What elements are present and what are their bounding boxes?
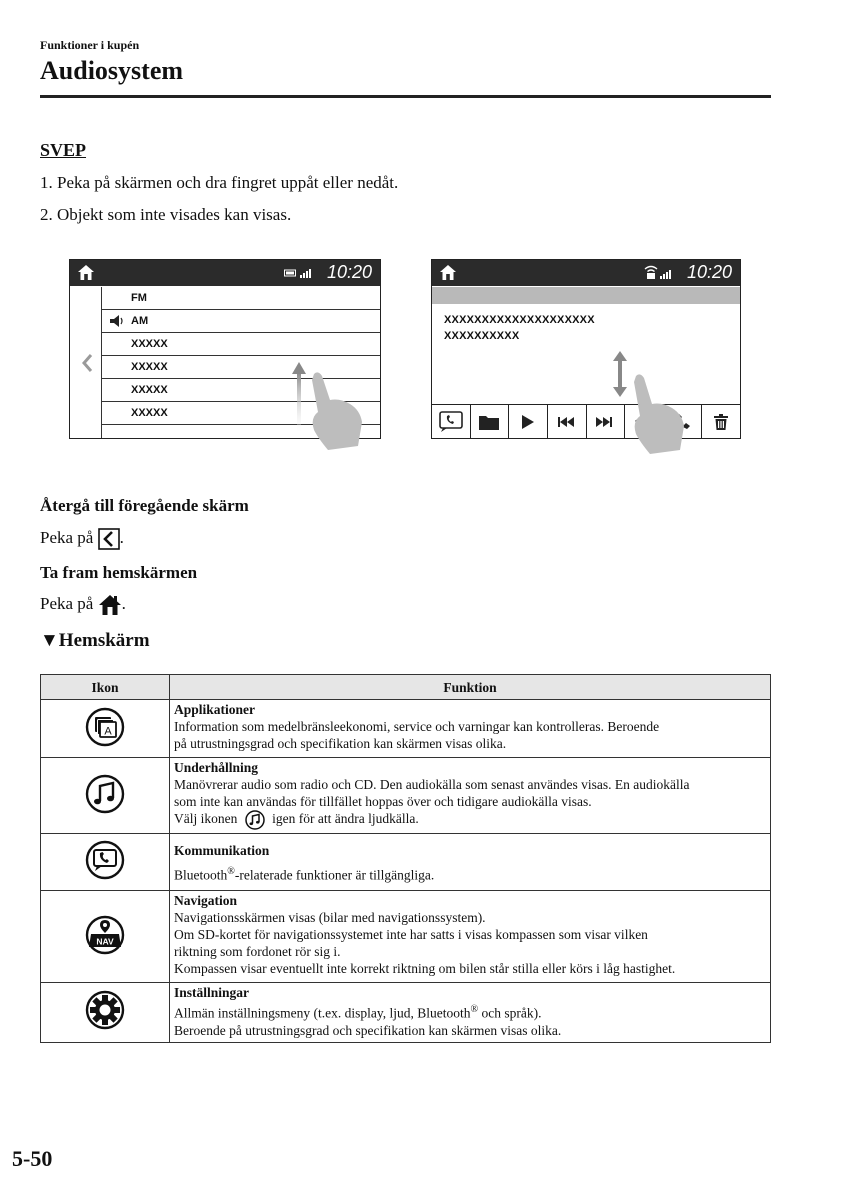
toolbar: [432, 404, 740, 438]
column-header-icon: Ikon: [41, 675, 170, 700]
back-instruction-text: Peka på: [40, 528, 94, 547]
music-note-icon: [245, 810, 265, 830]
back-instruction-suffix: .: [119, 528, 124, 547]
home-icon: [78, 265, 94, 280]
list-item[interactable]: XXXXX: [102, 379, 380, 402]
icon-cell: [41, 891, 170, 983]
home-heading: Ta fram hemskärmen: [40, 563, 198, 582]
swipe-up-gesture-icon: [288, 360, 368, 452]
table-row: [41, 983, 771, 1043]
row-text: Manövrerar audio som radio och CD. Den audiokälla som senast användes visas. En audiokälla: [174, 777, 690, 792]
list-item[interactable]: XXXXX: [102, 356, 380, 379]
header-bar: [432, 287, 740, 304]
phone-screen-icon: [439, 411, 463, 433]
clock-time: 10:20: [326, 262, 372, 282]
icon-cell: [41, 758, 170, 834]
row-text: Välj ikonen igen för att ändra ljudkälla.: [174, 810, 766, 830]
function-cell: [170, 891, 771, 983]
title-rule: [40, 95, 771, 98]
skip-back-icon: [558, 417, 576, 427]
row-text: Om SD-kortet för navigationssystemet inte har satts i visas kompassen som visar vilken: [174, 927, 648, 942]
column-header-function: Funktion: [170, 675, 771, 700]
row-text: Navigationsskärmen visas (bilar med navigationssystem).: [174, 910, 486, 925]
icon-cell: [41, 700, 170, 758]
svep-heading: SVEP: [40, 140, 87, 160]
row-text: Information som medelbränsleekonomi, service och varningar kan kontrolleras. Beroende: [174, 719, 660, 734]
message-text: XXXXXXXXXX: [444, 330, 520, 342]
home-icon: [98, 594, 122, 616]
hemskarm-heading: ▼Hemskärm: [40, 630, 150, 651]
speaker-icon: [110, 315, 124, 327]
toolbar-play-button[interactable]: [509, 405, 548, 438]
list-item[interactable]: FM: [102, 287, 380, 310]
chevron-left-icon[interactable]: [81, 353, 93, 373]
folder-icon: [479, 414, 499, 430]
toolbar-delete-button[interactable]: [702, 405, 740, 438]
screen-illustration-message: [431, 259, 741, 439]
battery-signal-icon: [284, 267, 314, 279]
icon-cell: [41, 834, 170, 891]
trash-icon: [714, 414, 728, 430]
function-cell: [170, 983, 771, 1043]
phone-icon: [85, 840, 125, 880]
function-cell: [170, 700, 771, 758]
page-title: Audiosystem: [40, 56, 184, 85]
section-label: Funktioner i kupén: [40, 38, 140, 52]
status-bar: [432, 260, 740, 286]
table-header-row: [41, 675, 771, 700]
table-row: [41, 700, 771, 758]
function-cell: [170, 758, 771, 834]
function-cell: [170, 834, 771, 891]
table-row: [41, 758, 771, 834]
list-item[interactable]: XXXXX: [102, 333, 380, 356]
row-text: Allmän inställningsmeny (t.ex. display, ljud, Bluetooth® och språk).: [174, 1004, 542, 1021]
row-text: som inte kan användas för tillfället hoppas över och tidigare audiokälla visas.: [174, 794, 592, 809]
table-row: [41, 834, 771, 891]
toolbar-phone-screen-button[interactable]: [432, 405, 471, 438]
row-text: riktning som fordonet rör sig i.: [174, 944, 341, 959]
home-icon: [440, 265, 456, 280]
list-back-column: [70, 287, 102, 438]
page-number: 5-50: [12, 1146, 53, 1171]
svg-text:NAV: NAV: [96, 936, 114, 946]
row-title: Inställningar: [174, 985, 250, 1000]
svep-step-1: 1. Peka på skärmen och dra fingret uppåt eller nedåt.: [40, 173, 399, 192]
list-item[interactable]: XXXXX: [102, 402, 380, 425]
home-instruction: [40, 594, 126, 616]
row-title: Navigation: [174, 893, 238, 908]
toolbar-folder-button[interactable]: [471, 405, 510, 438]
message-text: XXXXXXXXXXXXXXXXXXXX: [444, 314, 595, 326]
back-chevron-icon: [98, 528, 120, 550]
svep-step-2: 2. Objekt som inte visades kan visas.: [40, 205, 292, 224]
status-bar: [70, 260, 380, 286]
play-icon: [521, 414, 535, 430]
row-title: Kommunikation: [174, 843, 270, 858]
function-table: [40, 674, 771, 1043]
clock-time: 10:20: [686, 262, 732, 282]
svg-text:A: A: [104, 725, 112, 737]
home-instruction-text: Peka på: [40, 594, 94, 613]
swipe-up-down-gesture-icon: [606, 350, 690, 456]
applications-icon: [85, 707, 125, 747]
toolbar-previous-button[interactable]: [548, 405, 587, 438]
row-text: Kompassen visar eventuellt inte korrekt riktning om bilen står stilla eller körs i låg hastighet.: [174, 961, 676, 976]
icon-cell: [41, 983, 170, 1043]
home-instruction-suffix: .: [121, 594, 126, 613]
gear-icon: [85, 990, 125, 1030]
table-row: [41, 891, 771, 983]
music-note-icon: [85, 774, 125, 814]
row-text: Bluetooth®-relaterade funktioner är tillgängliga.: [174, 866, 435, 883]
back-heading: Återgå till föregående skärm: [40, 496, 249, 515]
navigation-icon: [85, 915, 125, 955]
row-text: på utrustningsgrad och specifikation kan skärmen visas olika.: [174, 736, 507, 751]
back-instruction: [40, 528, 124, 550]
list-item[interactable]: AM: [102, 310, 380, 333]
row-title: Underhållning: [174, 760, 259, 775]
wifi-signal-icon: [644, 264, 674, 280]
row-title: Applikationer: [174, 702, 256, 717]
row-text: Beroende på utrustningsgrad och specifikation kan skärmen visas olika.: [174, 1022, 562, 1038]
